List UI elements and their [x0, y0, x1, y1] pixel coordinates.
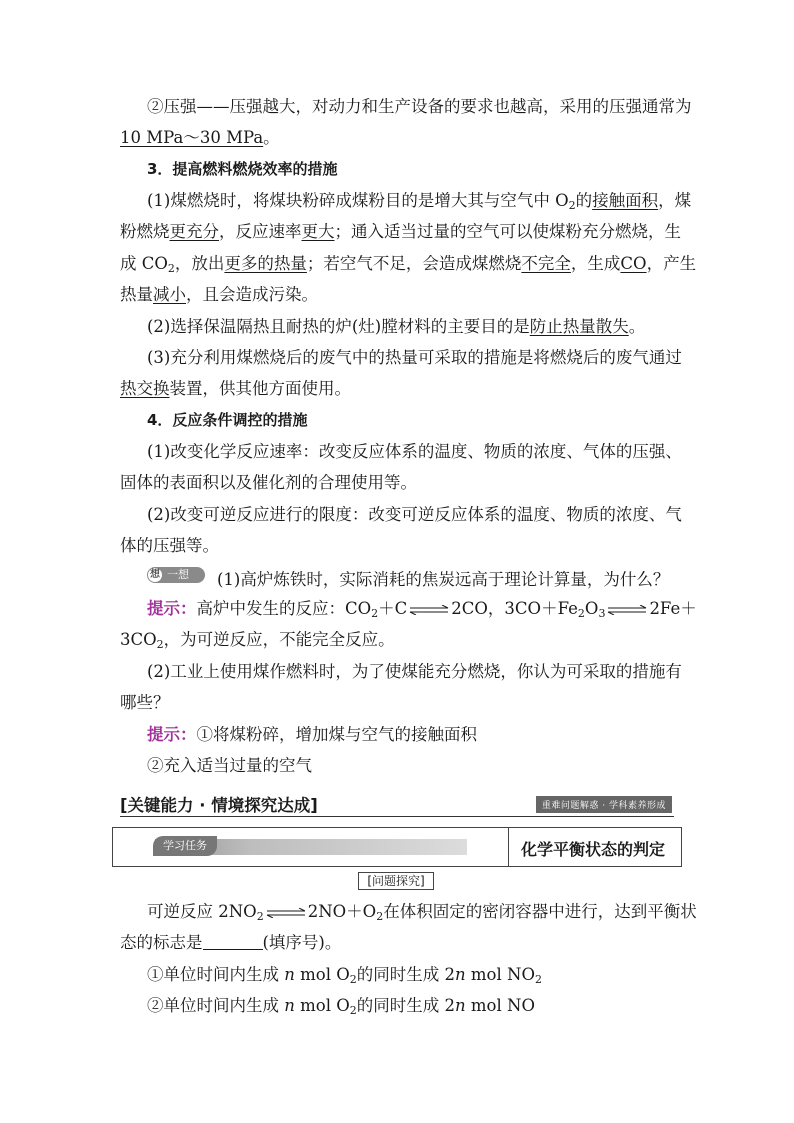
text-line	[147, 317, 645, 337]
hint-label: 提示：	[147, 725, 197, 744]
subscript: 2	[376, 910, 384, 923]
italic-n: n	[455, 996, 466, 1015]
option-1	[147, 965, 542, 990]
text: 热量	[120, 285, 153, 304]
underlined-answer: 热交换	[120, 379, 170, 398]
text: (2)选择保温隔热且耐热的炉(灶)膛材料的主要目的是	[147, 317, 530, 336]
underlined-answer: 更充分	[169, 222, 219, 241]
underlined-answer: CO	[620, 254, 647, 273]
text: 在体积固定的密闭容器中进行，达到平衡状	[383, 902, 697, 921]
badge-circle: 想	[150, 569, 160, 580]
text: 的同时生成 2	[356, 965, 456, 984]
text-line: ②充入适当过量的空气	[147, 756, 312, 775]
text-line: (3)充分利用煤燃烧后的废气中的热量可采取的措施是将燃烧后的废气通过	[147, 348, 682, 367]
text: 装置，供其他方面使用。	[169, 379, 351, 398]
text: mol NO	[465, 996, 535, 1015]
badge-label: 一想	[167, 568, 189, 581]
text-line	[120, 630, 395, 655]
text: (填序号)。	[262, 933, 342, 952]
subscript: 2	[371, 607, 379, 620]
reversible-arrow-icon	[409, 605, 449, 615]
subscript: 2	[349, 973, 357, 986]
text: ；若空气不足，会造成煤燃烧	[306, 254, 522, 273]
explore-label: [问题探究]	[358, 872, 434, 890]
text-line	[120, 933, 341, 953]
text: ，产生	[646, 254, 697, 273]
subscript: 2	[256, 910, 264, 923]
hint-label: 提示：	[147, 599, 197, 618]
underlined-answer: 更大	[301, 222, 335, 241]
text: 2Fe＋	[649, 599, 697, 618]
reversible-arrow-icon	[607, 605, 647, 615]
text: ，放出	[174, 254, 225, 273]
subscript: 2	[568, 199, 576, 212]
text: ；通入适当过量的空气可以使煤粉充分燃烧，生	[334, 222, 681, 241]
text: 。	[628, 317, 646, 336]
heading-4: 4．反应条件调控的措施	[147, 411, 308, 429]
text: ，反应速率	[219, 222, 302, 241]
think-question-1	[147, 567, 669, 590]
text: ②单位时间内生成	[147, 996, 285, 1015]
italic-n: n	[455, 965, 466, 984]
text: 的同时生成 2	[356, 996, 456, 1015]
underlined-answer: 更多的热量	[224, 254, 307, 273]
think-badge	[147, 567, 205, 583]
underlined-answer: 不完全	[521, 254, 571, 273]
text: mol O	[294, 965, 350, 984]
underlined-answer: 接触面积	[592, 191, 659, 210]
text-line	[120, 128, 280, 148]
section-title: [关键能力 · 情境探究达成]	[120, 796, 318, 815]
text: 可逆反应 2NO	[147, 902, 257, 921]
text: 2CO，3CO＋Fe	[451, 599, 578, 618]
text: 3CO	[120, 630, 157, 649]
hint-answer-1	[147, 599, 697, 624]
text-line: 哪些？	[120, 693, 170, 712]
text-line: 固体的表面积以及催化剂的合理使用等。	[120, 473, 417, 492]
section-header	[120, 792, 674, 817]
text: 粉燃烧	[120, 222, 170, 241]
subscript: 3	[598, 607, 606, 620]
text: mol NO	[465, 965, 535, 984]
reversible-arrow-icon	[266, 908, 306, 918]
text-line	[120, 222, 681, 242]
think-question-2: (2)工业上使用煤作燃料时，为了使煤能充分燃烧，你认为可采取的措施有	[147, 662, 682, 681]
subscript: 2	[577, 607, 585, 620]
text: 。	[263, 128, 280, 147]
text-line	[120, 254, 696, 279]
text-line	[147, 191, 691, 216]
heading-3: 3．提高燃料燃烧效率的措施	[147, 160, 338, 178]
text: 的	[575, 191, 593, 210]
text-line	[120, 285, 318, 305]
text-line: 体的压强等。	[120, 536, 219, 555]
underlined-answer: 10 MPa～30 MPa	[120, 128, 264, 147]
text: 态的标志是	[120, 933, 203, 952]
text: mol O	[294, 996, 350, 1015]
section-tag: 重难问题解惑 · 学科素养形成	[536, 796, 672, 813]
option-2	[147, 996, 535, 1021]
italic-n: n	[284, 996, 295, 1015]
text: ②压强——压强越大，对动力和生产设备的要求也越高，采用的压强通常为	[147, 97, 692, 116]
text: 成 CO	[120, 254, 168, 273]
text: 2NO＋O	[307, 902, 377, 921]
italic-n: n	[284, 965, 295, 984]
text: ①单位时间内生成	[147, 965, 285, 984]
task-title: 化学平衡状态的判定	[521, 840, 666, 859]
hint-answer-2	[147, 725, 477, 745]
text: ，煤	[658, 191, 692, 210]
text: 高炉中发生的反应：CO	[196, 599, 372, 618]
task-pill: 学习任务	[153, 836, 217, 856]
text-line	[147, 97, 692, 117]
task-box	[112, 827, 682, 867]
text: ①将煤粉碎，增加煤与空气的接触面积	[196, 725, 477, 744]
answer-blank[interactable]	[203, 935, 263, 950]
text-line	[120, 379, 351, 399]
text: O	[584, 599, 599, 618]
subscript: 2	[349, 1004, 357, 1017]
text: ＋C	[378, 599, 408, 618]
subscript: 2	[167, 262, 175, 275]
task-banner	[113, 828, 509, 866]
text: ，且会造成污染。	[186, 285, 318, 304]
text: (1)高炉炼铁时，实际消耗的焦炭远高于理论计算量，为什么？	[217, 570, 670, 589]
subscript: 2	[156, 638, 164, 651]
subscript: 2	[534, 973, 542, 986]
text: ，为可逆反应，不能完全反应。	[163, 630, 395, 649]
text-line: (1)改变化学反应速率：改变反应体系的温度、物质的浓度、气体的压强、	[147, 442, 682, 461]
underlined-answer: 防止热量散失	[529, 317, 629, 336]
text-line	[147, 902, 697, 927]
text: (1)煤燃烧时，将煤块粉碎成煤粉目的是增大其与空气中 O	[147, 191, 569, 210]
text-line: (2)改变可逆反应进行的限度：改变可逆反应体系的温度、物质的浓度、气	[147, 505, 682, 524]
text: ，生成	[570, 254, 621, 273]
underlined-answer: 减小	[153, 285, 186, 304]
